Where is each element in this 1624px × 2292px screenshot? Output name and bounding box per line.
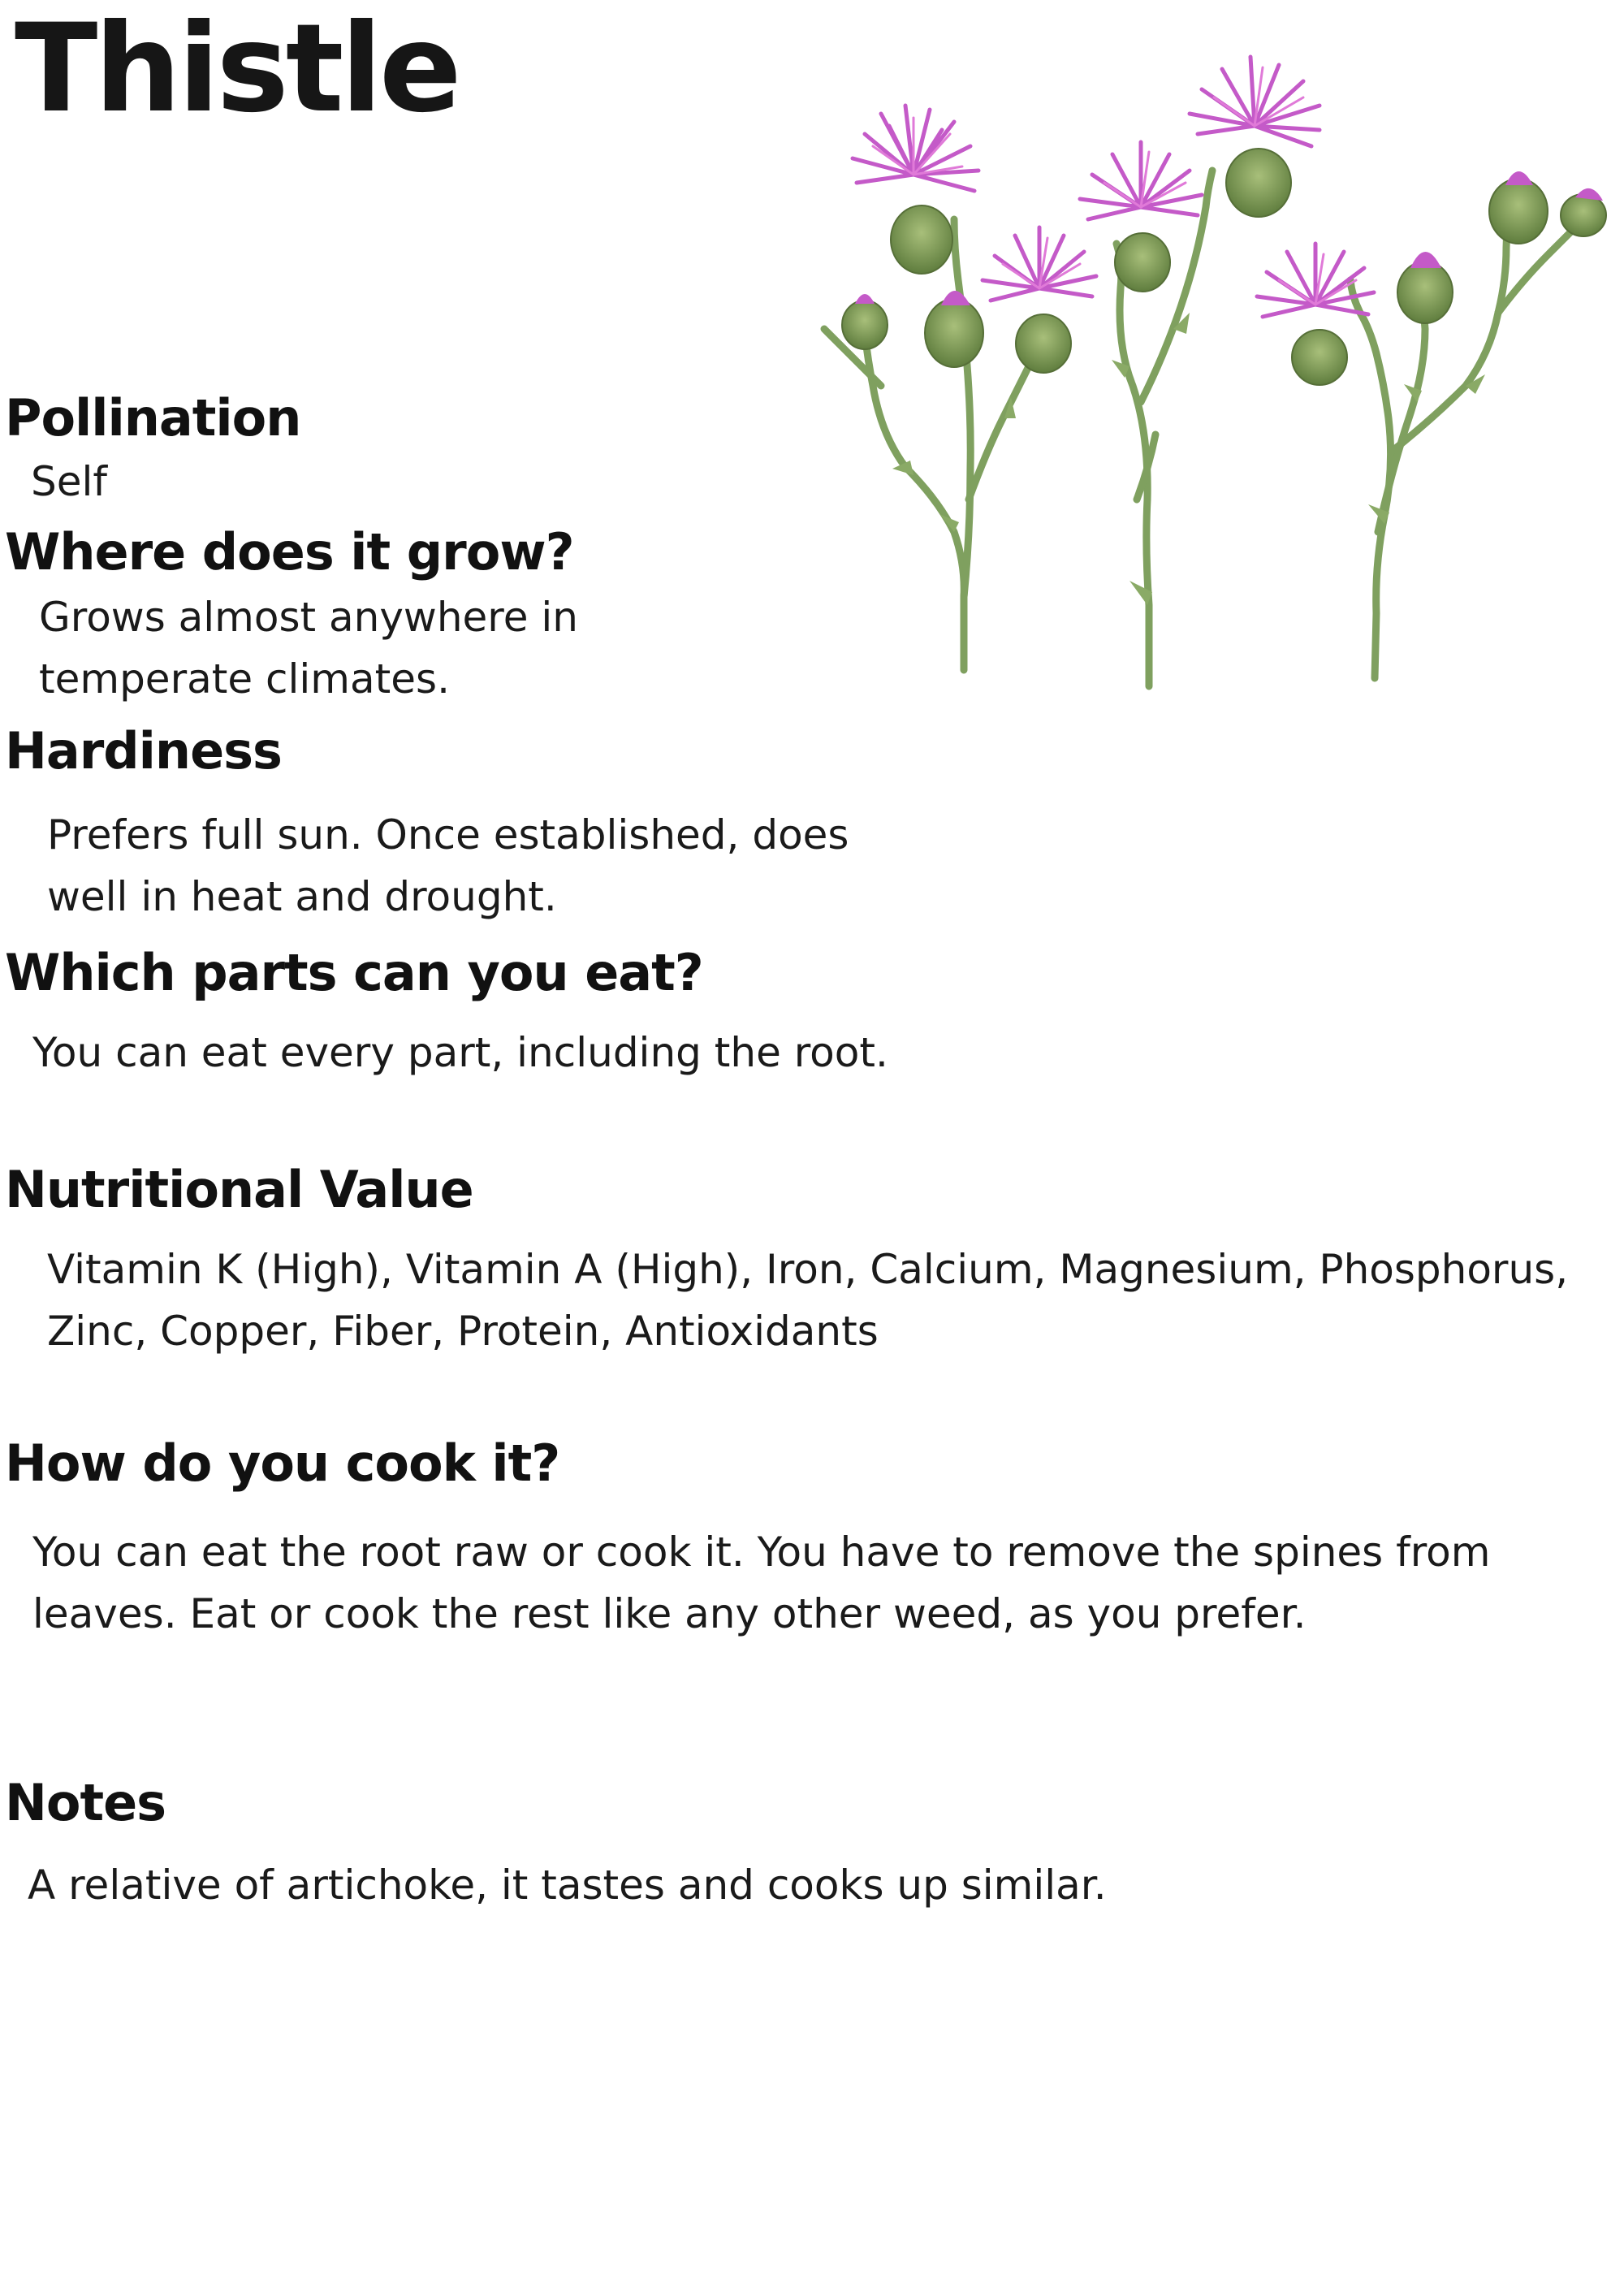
section-heading-where-grow: Where does it grow? bbox=[5, 522, 574, 582]
section-text-notes: A relative of artichoke, it tastes and cooks up similar. bbox=[28, 1862, 1107, 1909]
section-heading-edible-parts: Which parts can you eat? bbox=[5, 943, 703, 1002]
section-heading-notes: Notes bbox=[5, 1773, 166, 1832]
section-heading-pollination: Pollination bbox=[5, 388, 301, 448]
section-heading-hardiness: Hardiness bbox=[5, 721, 282, 781]
thistle-flowers-icon bbox=[792, 45, 1620, 711]
section-text-where-grow: Grows almost anywhere in temperate climates. bbox=[39, 594, 578, 703]
section-text-pollination: Self bbox=[31, 458, 107, 505]
section-text-cooking: You can eat the root raw or cook it. You have to remove the spines from leaves. Eat or cook the rest like any other weed, as you prefer. bbox=[32, 1529, 1491, 1637]
section-text-edible-parts: You can eat every part, including the root. bbox=[32, 1029, 888, 1076]
section-text-hardiness: Prefers full sun. Once established, does well in heat and drought. bbox=[47, 811, 849, 920]
section-text-nutrition: Vitamin K (High), Vitamin A (High), Iron, Calcium, Magnesium, Phosphorus, Zinc, Copper, Fiber, Protein, Antioxidants bbox=[47, 1246, 1569, 1355]
section-heading-cooking: How do you cook it? bbox=[5, 1434, 560, 1493]
page-title: Thistle bbox=[15, 0, 459, 140]
section-heading-nutrition: Nutritional Value bbox=[5, 1160, 473, 1219]
